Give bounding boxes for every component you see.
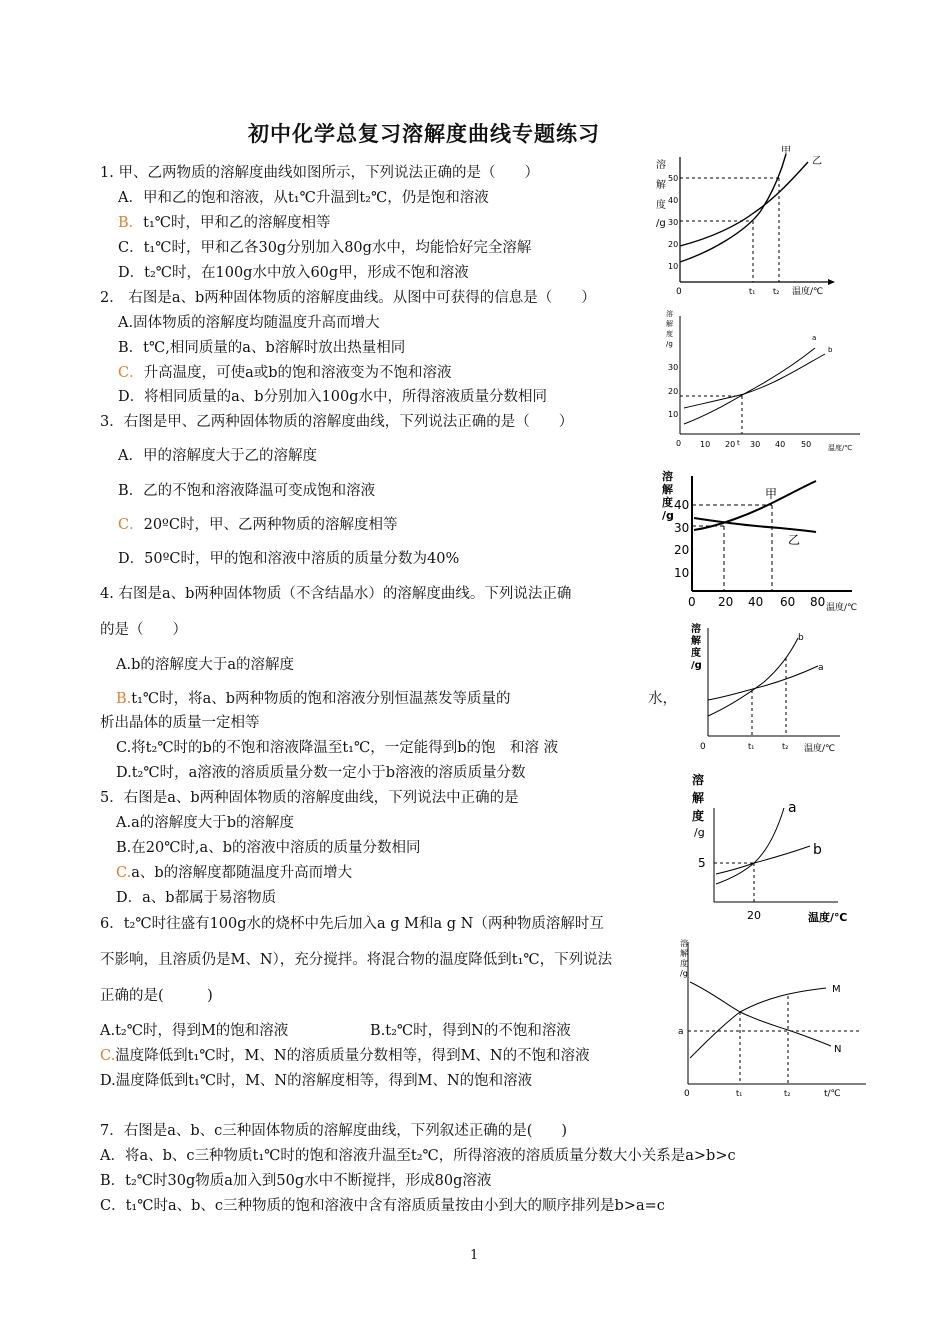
q2-xlabel: 温度/℃ <box>828 444 853 452</box>
q4-label-b: b <box>798 633 804 643</box>
q1-option-d: D．t₂℃时，在100g水中放入60g甲，形成不饱和溶液 <box>118 265 469 281</box>
q4-xtick-t2: t₂ <box>782 742 789 751</box>
q1-solubility-chart <box>650 142 840 300</box>
q2-xtick-10: 10 <box>700 440 711 449</box>
q5-option-a: A.a的溶解度大于b的溶解度 <box>116 815 295 831</box>
q5-option-d: D．a、b都属于易溶物质 <box>116 890 277 906</box>
q6-curve-n <box>690 982 831 1046</box>
q6-label-n: N <box>834 1044 842 1055</box>
q6-stem: 6．t₂℃时往盛有100g水的烧杯中先后加入a g M和a g N（两种物质溶解时互 <box>100 916 604 932</box>
q3-option-c: C．20ºC时，甲、乙两种物质的溶解度相等 <box>118 517 398 533</box>
q6-ylabel-1: 溶 <box>680 939 688 948</box>
q5-label-a: a <box>788 800 797 816</box>
q3-ytick-30: 30 <box>674 521 690 535</box>
q2-option-d: D．将相同质量的a、b分别加入100g水中，所得溶液质量分数相同 <box>118 389 548 405</box>
q3-ylabel-1: 溶 <box>662 470 673 483</box>
q3-ytick-10: 10 <box>674 566 690 580</box>
q6-solubility-chart <box>676 934 870 1104</box>
q1-option-b: B．t₁℃时，甲和乙的溶解度相等 <box>118 215 331 231</box>
q2-origin: 0 <box>676 439 682 448</box>
q1-label-jia: 甲 <box>781 146 791 157</box>
q1-xtick-t2: t₂ <box>773 287 780 296</box>
q4-option-a: A.b的溶解度大于a的溶解度 <box>116 657 295 673</box>
q3-option-a: A．甲的溶解度大于乙的溶解度 <box>118 448 317 464</box>
q6-curve-m <box>690 988 826 1058</box>
q6-ylabel-4: /g <box>680 969 688 978</box>
q1-ytick-50: 50 <box>668 174 679 183</box>
q6-ylabel-2: 解 <box>680 949 688 958</box>
q4-xlabel: 温度/℃ <box>804 744 836 754</box>
q3-xtick-80: 80 <box>810 595 826 609</box>
q7-option-b: B．t₂℃时30g物质a加入到50g水中不断搅拌，形成80g溶液 <box>100 1173 492 1189</box>
q6-xlabel: t/℃ <box>824 1089 841 1099</box>
q3-xtick-60: 60 <box>780 595 796 609</box>
q4-option-d: D.t₂℃时，a溶液的溶质质量分数一定小于b溶液的溶质质量分数 <box>116 765 526 781</box>
q1-ytick-40: 40 <box>668 196 679 205</box>
page-number: 1 <box>470 1248 479 1263</box>
q2-option-c: C．升高温度，可使a或b的饱和溶液变为不饱和溶液 <box>118 365 452 381</box>
q2-option-b: B．t℃,相同质量的a、b溶解时放出热量相同 <box>118 340 406 356</box>
page-title: 初中化学总复习溶解度曲线专题练习 <box>248 122 600 146</box>
q3-xtick-20: 20 <box>718 595 734 609</box>
q3-option-b: B．乙的不饱和溶液降温可变成饱和溶液 <box>118 483 376 499</box>
q5-ylabel-3: 度 <box>692 809 705 823</box>
q5-ytick-5: 5 <box>698 856 706 870</box>
q3-xlabel: 温度/℃ <box>826 603 858 613</box>
q5-xlabel: 温度/℃ <box>808 911 848 924</box>
q6-origin: 0 <box>684 1089 690 1099</box>
q2-ylabel-1: 溶 <box>666 310 673 318</box>
q2-curve-a <box>684 348 815 424</box>
q3-stem: 3．右图是甲、乙两种固体物质的溶解度曲线，下列说法正确的是（ ） <box>100 414 574 430</box>
q3-origin: 0 <box>688 595 696 609</box>
q4-ylabel-1: 溶 <box>691 624 701 635</box>
q4-stem-cont: 的是（ ） <box>100 622 187 638</box>
q4-ylabel-3: 度 <box>691 648 701 659</box>
q3-ylabel-4: /g <box>662 509 674 522</box>
q1-origin: 0 <box>676 287 682 297</box>
q5-solubility-chart <box>688 766 863 928</box>
q2-ylabel-2: 解 <box>666 320 673 328</box>
q2-ylabel-3: 度 <box>666 330 673 338</box>
q2-solubility-chart <box>660 306 870 458</box>
q1-option-c: C．t₁℃时，甲和乙各30g分别加入80g水中，均能恰好完全溶解 <box>118 240 532 256</box>
q2-curve-b <box>684 354 825 408</box>
q4-ylabel-2: 解 <box>691 636 701 647</box>
q1-ylabel-2: 解 <box>656 180 666 191</box>
q3-label-yi: 乙 <box>788 533 801 547</box>
q6-xtick-t2: t₂ <box>784 1089 791 1098</box>
q4-label-a: a <box>818 663 824 673</box>
q7-option-a: A．将a、b、c三种物质t₁℃时的饱和溶液升温至t₂℃，所得溶液的溶质质量分数大小关系是a>b>c <box>100 1148 736 1164</box>
q3-ytick-20: 20 <box>674 543 690 557</box>
q5-ylabel-2: 解 <box>692 791 705 805</box>
q2-ytick-20: 20 <box>668 387 679 396</box>
q5-ylabel-4: /g <box>694 826 705 839</box>
q3-label-jia: 甲 <box>765 487 778 501</box>
q3-ytick-40: 40 <box>674 498 690 512</box>
q5-option-b: B.在20℃时,a、b的溶液中溶质的质量分数相同 <box>116 840 421 856</box>
q4-stem: 4. 右图是a、b两种固体物质（不含结晶水）的溶解度曲线。下列说法正确 <box>100 586 572 602</box>
q1-option-a: A．甲和乙的饱和溶液，从t₁℃升温到t₂℃，仍是饱和溶液 <box>118 190 489 206</box>
q4-option-b-tail: 水， <box>648 691 677 707</box>
q4-option-b-cont: 析出晶体的质量一定相等 <box>100 715 260 731</box>
q6-option-d: D.温度降低到t₁℃时，M、N的溶解度相等，得到M、N的饱和溶液 <box>100 1073 533 1089</box>
q1-ytick-30: 30 <box>668 218 679 227</box>
q1-xlabel: 温度/℃ <box>792 287 824 297</box>
q6-ytick-a: a <box>678 1027 684 1037</box>
q5-curve-a <box>716 808 784 884</box>
q1-label-yi: 乙 <box>812 156 822 167</box>
q1-curve-yi <box>680 162 808 246</box>
q3-option-d: D．50ºC时，甲的饱和溶液中溶质的质量分数为40% <box>118 551 460 567</box>
q5-ylabel-1: 溶 <box>692 773 705 787</box>
q3-solubility-chart <box>660 466 865 616</box>
q2-label-a: a <box>812 334 817 342</box>
q2-xtick-50: 50 <box>801 440 812 449</box>
q1-stem: 1. 甲、乙两物质的溶解度曲线如图所示，下列说法正确的是（ ） <box>100 165 539 181</box>
q1-ylabel-1: 溶 <box>656 160 666 171</box>
q2-xtick-30: 30 <box>750 440 761 449</box>
q5-curve-b <box>716 846 810 874</box>
q7-stem: 7．右图是a、b、c三种固体物质的溶解度曲线，下列叙述正确的是( ) <box>100 1123 568 1139</box>
q6-option-b: B.t₂℃时，得到N的不饱和溶液 <box>370 1023 571 1039</box>
q2-option-a: A.固体物质的溶解度均随温度升高而增大 <box>118 315 380 331</box>
q2-stem: 2． 右图是a、b两种固体物质的溶解度曲线。从图中可获得的信息是（ ） <box>100 290 596 306</box>
q1-ylabel-4: /g <box>656 218 666 229</box>
q1-ytick-20: 20 <box>668 240 679 249</box>
q6-stem-cont2: 正确的是( ) <box>100 988 213 1004</box>
q1-xtick-t1: t₁ <box>749 287 756 296</box>
q3-xtick-40: 40 <box>748 595 764 609</box>
q4-curve-b <box>708 638 798 716</box>
q2-xtick-t: t <box>737 439 740 447</box>
q4-option-c: C.将t₂℃时的b的不饱和溶液降温至t₁℃，一定能得到b的饱 和溶 液 <box>116 740 559 756</box>
q5-option-c: C.a、b的溶解度都随温度升高而增大 <box>116 865 353 881</box>
q4-option-b: B.t₁℃时，将a、b两种物质的饱和溶液分别恒温蒸发等质量的 <box>116 691 511 707</box>
q6-option-a: A.t₂℃时，得到M的饱和溶液 <box>100 1023 289 1039</box>
q2-xtick-40: 40 <box>775 440 786 449</box>
q3-ylabel-3: 度 <box>662 496 673 509</box>
q2-xtick-20: 20 <box>725 440 736 449</box>
q7-option-c: C．t₁℃时a、b、c三种物质的饱和溶液中含有溶质质量按由小到大的顺序排列是b>a=c <box>100 1198 665 1214</box>
q4-solubility-chart <box>690 618 865 756</box>
q6-xtick-t1: t₁ <box>736 1089 743 1098</box>
q3-curve-yi <box>694 518 816 532</box>
q4-ylabel-4: /g <box>691 660 702 671</box>
q2-ytick-30: 30 <box>668 363 679 372</box>
q6-label-m: M <box>832 984 841 995</box>
q2-ytick-10: 10 <box>668 410 679 419</box>
q5-label-b: b <box>813 842 822 858</box>
q4-origin: 0 <box>700 742 706 752</box>
q4-xtick-t1: t₁ <box>748 742 755 751</box>
q5-xtick-20: 20 <box>747 909 761 922</box>
q2-ylabel-4: /g <box>666 340 673 348</box>
q3-ylabel-2: 解 <box>662 483 673 496</box>
q6-option-c: C.温度降低到t₁℃时，M、N的溶质质量分数相等，得到M、N的不饱和溶液 <box>100 1048 590 1064</box>
q6-stem-cont: 不影响，且溶质仍是M、N），充分搅拌。将混合物的温度降低到t₁℃，下列说法 <box>100 952 613 968</box>
q1-ytick-10: 10 <box>668 262 679 271</box>
q5-stem: 5．右图是a、b两种固体物质的溶解度曲线，下列说法中正确的是 <box>100 790 519 806</box>
q6-ylabel-3: 度 <box>680 959 688 968</box>
q2-label-b: b <box>828 346 833 354</box>
q1-ylabel-3: 度 <box>656 200 666 211</box>
q1-curve-jia <box>680 154 786 262</box>
